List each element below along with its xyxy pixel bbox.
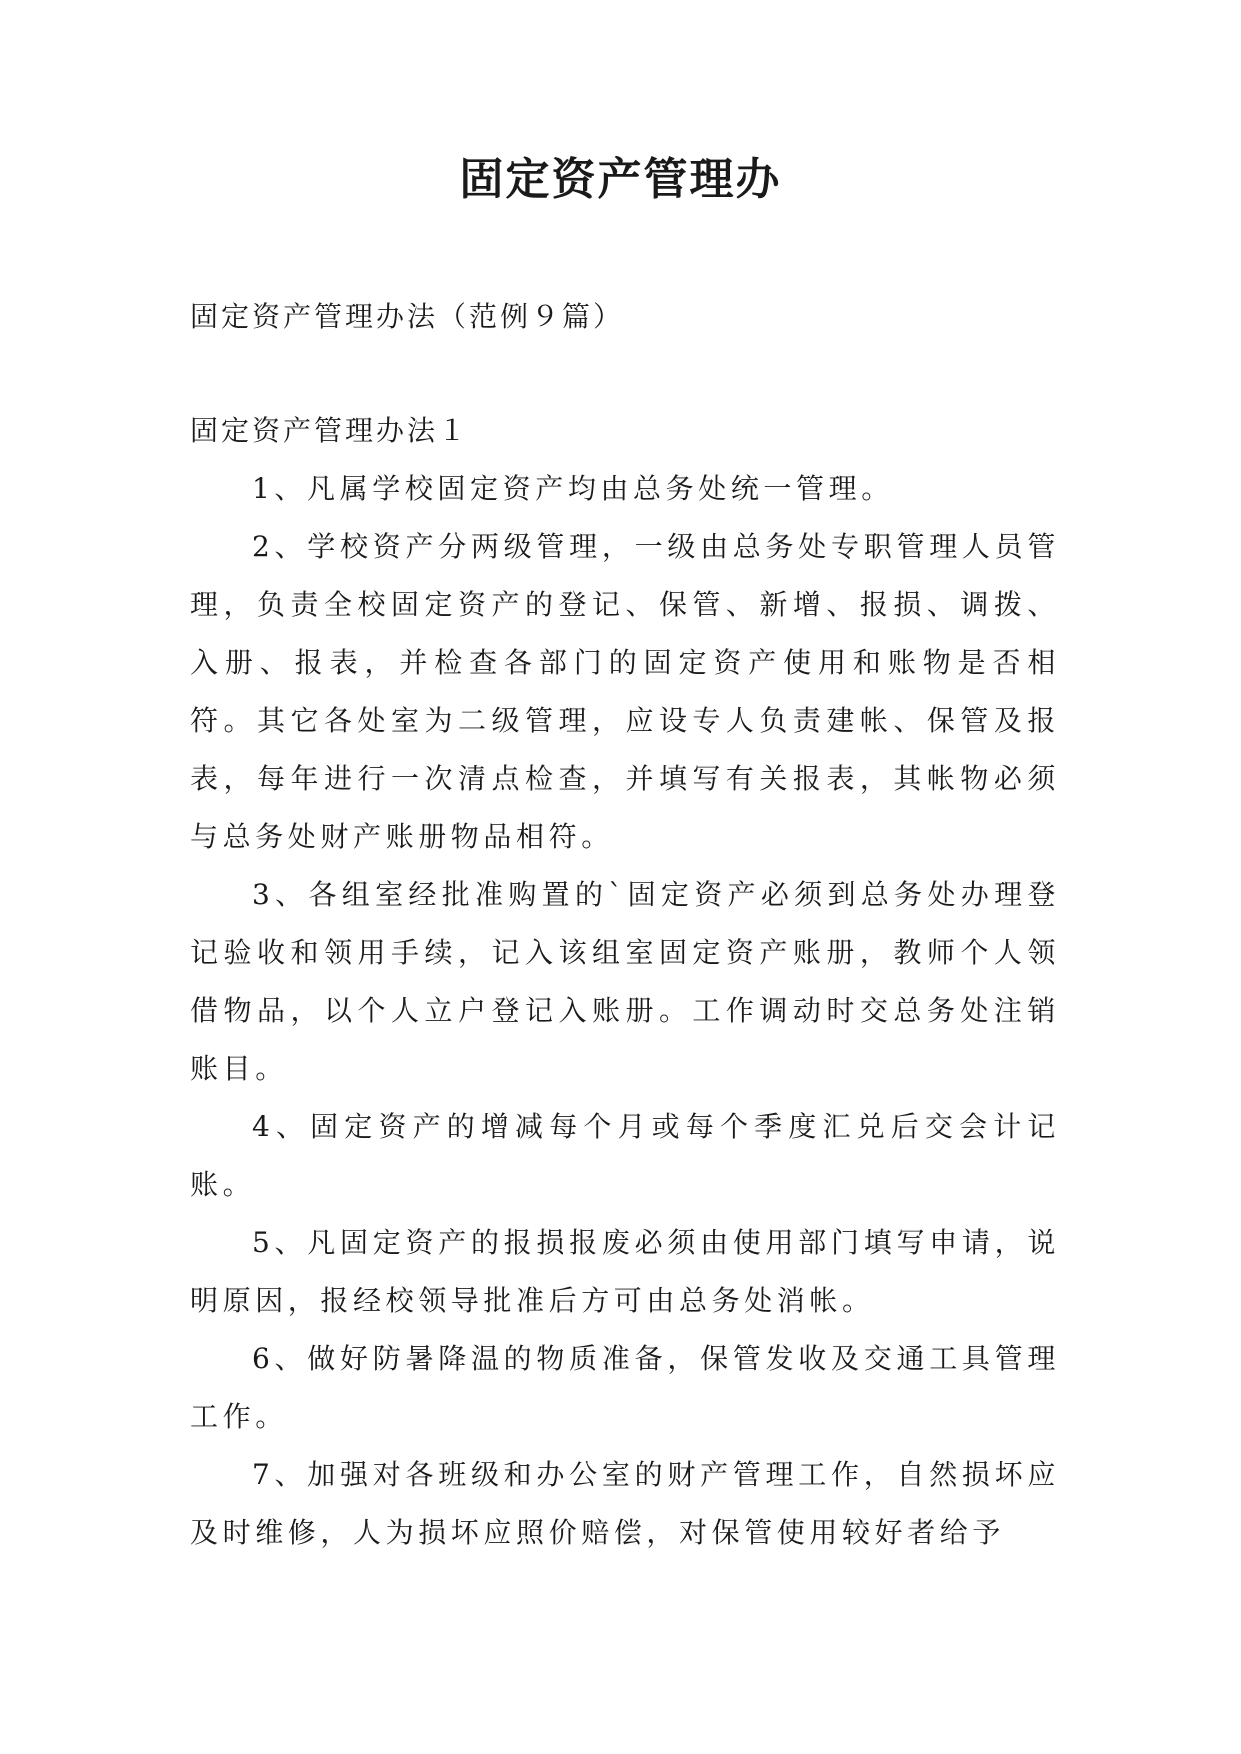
document-subtitle: 固定资产管理办法（范例９篇） <box>190 300 625 333</box>
document-body <box>190 288 1060 1562</box>
paragraph-2: 2、学校资产分两级管理，一级由总务处专职管理人员管理，负责全校固定资产的登记、保管、新增、报损、调拨、入册、报表，并检查各部门的固定资产使用和账物是否相符。其它各处室为二级管理，应设专人负责建帐、保管及报表，每年进行一次清点检查，并填写有关报表，其帐物必须与总务处财产账册物品相符。 <box>190 530 1060 853</box>
paragraph-7: 7、加强对各班级和办公室的财产管理工作，自然损坏应及时维修，人为损坏应照价赔偿，对保管使用较好者给予 <box>190 1458 1060 1549</box>
section-heading: 固定资产管理办法１ <box>190 414 470 447</box>
paragraph-6: 6、做好防暑降温的物质准备，保管发收及交通工具管理工作。 <box>190 1342 1060 1433</box>
paragraph-3: 3、各组室经批准购置的`固定资产必须到总务处办理登记验收和领用手续，记入该组室固定资产账册，教师个人领借物品，以个人立户登记入账册。工作调动时交总务处注销账目。 <box>190 878 1060 1085</box>
paragraph-1: 1、凡属学校固定资产均由总务处统一管理。 <box>252 472 894 505</box>
document-title: 固定资产管理办 <box>459 154 782 205</box>
paragraph-4: 4、固定资产的增减每个月或每个季度汇兑后交会计记账。 <box>190 1110 1060 1201</box>
paragraph-5: 5、凡固定资产的报损报废必须由使用部门填写申请，说明原因，报经校领导批准后方可由总务处消帐。 <box>190 1226 1060 1317</box>
